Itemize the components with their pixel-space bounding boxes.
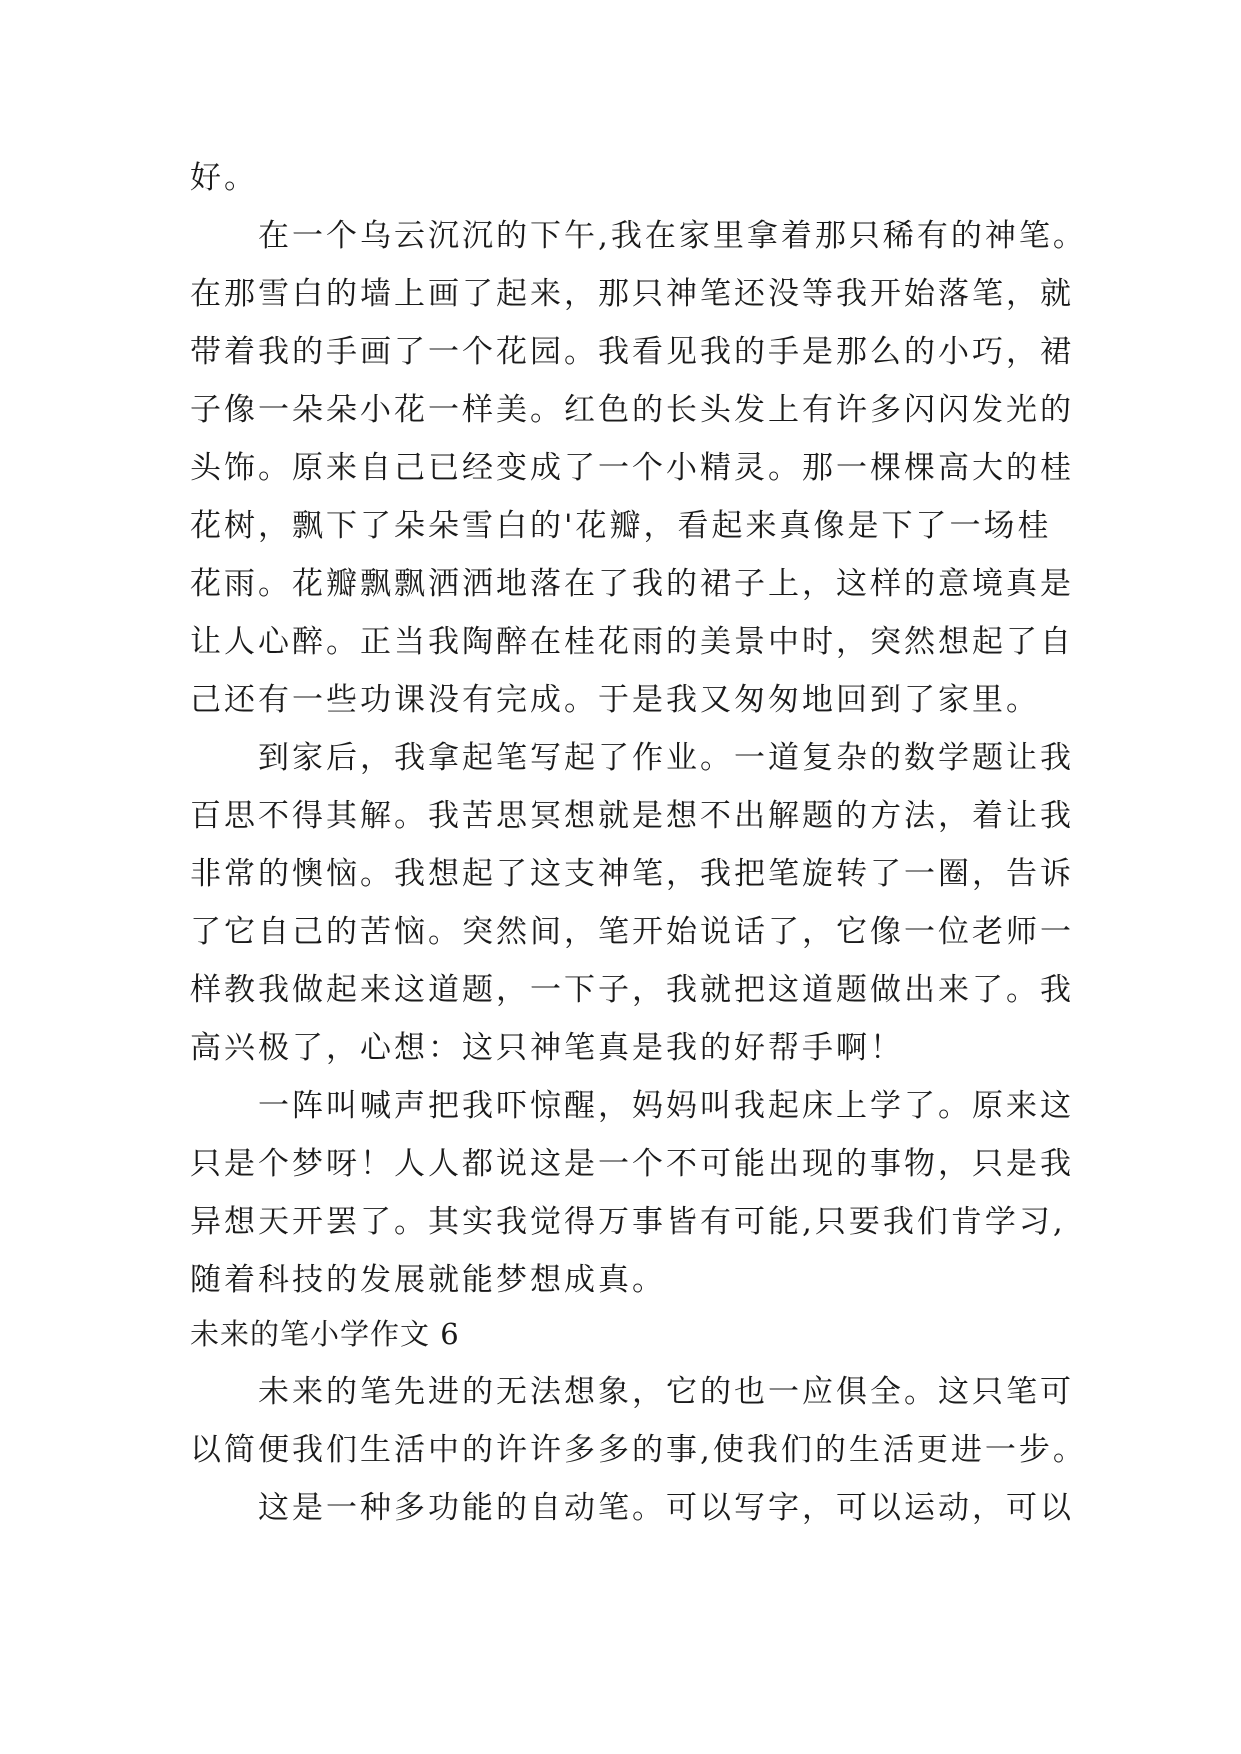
paragraph-line: 在那雪白的墙上画了起来，那只神笔还没等我开始落笔，就 <box>190 276 1074 312</box>
paragraph-line: 头饰。原来自己已经变成了一个小精灵。那一棵棵高大的桂 <box>190 450 1074 486</box>
paragraph-line: 带着我的手画了一个花园。我看见我的手是那么的小巧，裙 <box>190 334 1074 370</box>
paragraph-line: 随着科技的发展就能梦想成真。 <box>190 1262 666 1298</box>
paragraph-line: 样教我做起来这道题，一下子，我就把这道题做出来了。我 <box>190 972 1074 1008</box>
paragraph-line: 花雨。花瓣飘飘洒洒地落在了我的裙子上，这样的意境真是 <box>190 566 1074 602</box>
paragraph-line: 只是个梦呀！人人都说这是一个不可能出现的事物，只是我 <box>190 1146 1074 1182</box>
paragraph-line: 己还有一些功课没有完成。于是我又匆匆地回到了家里。 <box>190 682 1040 718</box>
paragraph-line: 花树，飘下了朵朵雪白的'花瓣，看起来真像是下了一场桂 <box>190 508 1052 544</box>
paragraph-line: 高兴极了，心想：这只神笔真是我的好帮手啊！ <box>190 1030 904 1066</box>
paragraph-line: 这是一种多功能的自动笔。可以写字，可以运动，可以 <box>258 1490 1074 1526</box>
paragraph-line: 未来的笔先进的无法想象，它的也一应俱全。这只笔可 <box>258 1374 1074 1410</box>
paragraph-line: 以简便我们生活中的许许多多的事,使我们的生活更进一步。 <box>190 1432 1087 1468</box>
paragraph-line: 了它自己的苦恼。突然间，笔开始说话了，它像一位老师一 <box>190 914 1074 950</box>
paragraph-line: 让人心醉。正当我陶醉在桂花雨的美景中时，突然想起了自 <box>190 624 1074 660</box>
paragraph-line: 非常的懊恼。我想起了这支神笔，我把笔旋转了一圈，告诉 <box>190 856 1074 892</box>
paragraph-line: 异想天开罢了。其实我觉得万事皆有可能,只要我们肯学习, <box>190 1204 1066 1240</box>
paragraph-line: 在一个乌云沉沉的下午,我在家里拿着那只稀有的神笔。 <box>258 218 1087 254</box>
section-heading: 未来的笔小学作文 6 <box>190 1317 460 1351</box>
paragraph-line: 百思不得其解。我苦思冥想就是想不出解题的方法，着让我 <box>190 798 1074 834</box>
paragraph-line: 到家后，我拿起笔写起了作业。一道复杂的数学题让我 <box>258 740 1074 776</box>
paragraph-line: 子像一朵朵小花一样美。红色的长头发上有许多闪闪发光的 <box>190 392 1074 428</box>
paragraph-line: 一阵叫喊声把我吓惊醒，妈妈叫我起床上学了。原来这 <box>258 1088 1074 1124</box>
paragraph-line: 好。 <box>190 160 258 196</box>
